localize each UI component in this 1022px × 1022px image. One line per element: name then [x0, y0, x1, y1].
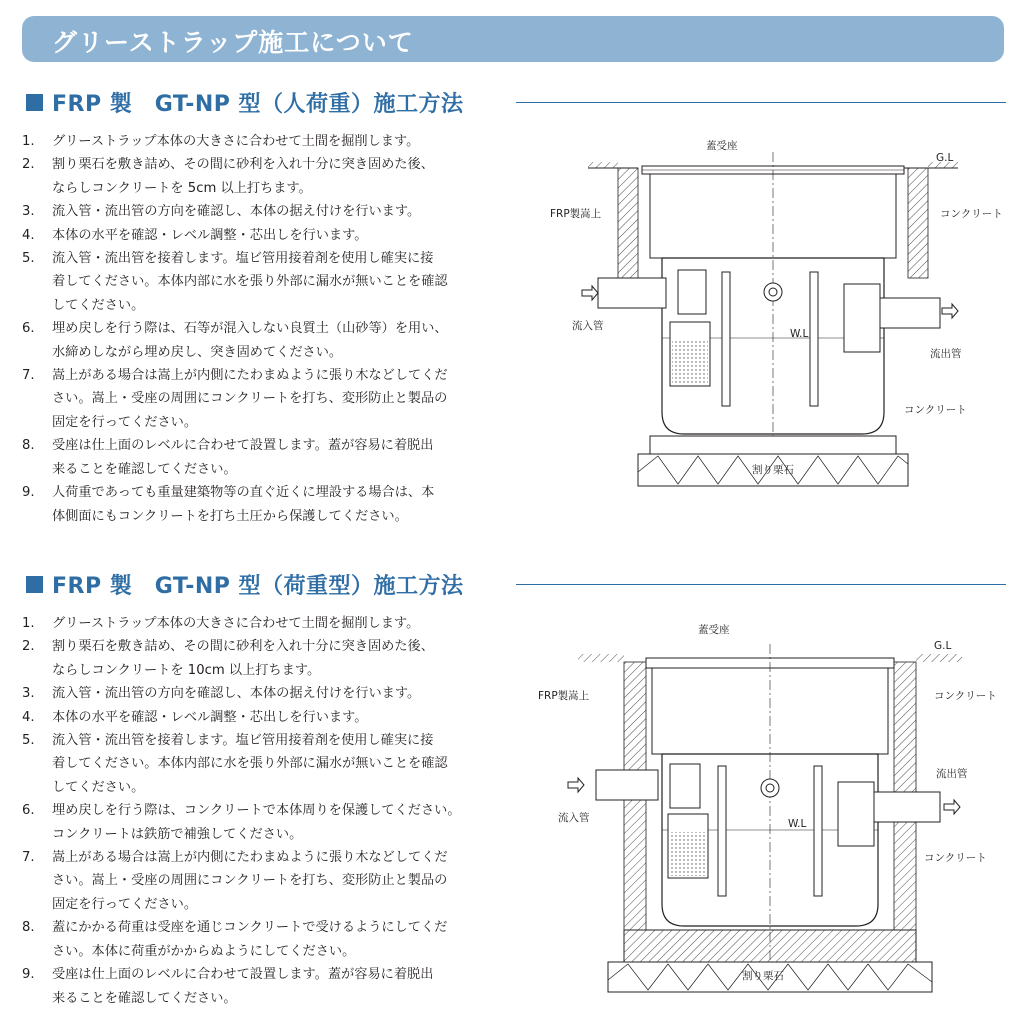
step-text: 嵩上がある場合は嵩上が内側にたわまぬように張り木などしてくだ — [52, 368, 448, 384]
step-text: 蓋にかかる荷重は受座を通じコンクリートで受けるようにしてくだ — [52, 920, 448, 936]
label-inlet: 流入管 — [572, 320, 604, 332]
step-text: 割り栗石を敷き詰め、その間に砂利を入れ十分に突き固めた後、 — [52, 639, 434, 655]
step-text: グリーストラップ本体の大きさに合わせて土間を掘削します。 — [52, 134, 420, 149]
step-number: 1. — [22, 616, 35, 631]
step-text: さい。本体に荷重がかからぬようにしてください。 — [52, 943, 356, 959]
step-text: してください。 — [52, 297, 145, 313]
step-item — [22, 317, 534, 364]
section-light-load — [0, 88, 1022, 538]
step-item — [22, 247, 534, 317]
step-text: グリーストラップ本体の大きさに合わせて土間を掘削します。 — [52, 616, 420, 631]
step-item — [22, 916, 534, 963]
step-text: 来ることを確認してください。 — [52, 461, 237, 477]
step-text: 本体の水平を確認・レベル調整・芯出しを行います。 — [52, 709, 368, 725]
step-item — [22, 963, 534, 1010]
label-concrete-side: コンクリート — [934, 690, 997, 702]
step-number: 6. — [22, 803, 35, 819]
label-gl: G.L — [936, 152, 954, 164]
step-text: 固定を行ってください。 — [52, 414, 198, 430]
step-item — [22, 130, 534, 153]
step-number: 9. — [22, 485, 35, 501]
step-number: 3. — [22, 204, 35, 220]
step-number: 7. — [22, 368, 35, 384]
step-number: 1. — [22, 134, 35, 149]
step-text: 流入管・流出管の方向を確認し、本体の据え付けを行います。 — [52, 686, 421, 702]
step-number: 5. — [22, 251, 35, 267]
step-item — [22, 224, 534, 247]
step-text: 着してください。本体内部に水を張り外部に漏水が無いことを確認 — [52, 756, 448, 772]
step-item — [22, 682, 534, 705]
label-concrete-bottom: コンクリート — [904, 404, 967, 416]
section-marker — [26, 94, 43, 111]
step-text: 嵩上がある場合は嵩上が内側にたわまぬように張り木などしてくだ — [52, 850, 448, 866]
step-item — [22, 153, 534, 200]
section-header — [26, 570, 1006, 600]
step-text: 埋め戻しを行う際は、コンクリートで本体周りを保護してください。 — [52, 803, 461, 819]
step-item — [22, 364, 534, 434]
step-item — [22, 799, 534, 846]
label-lid-seat: 蓋受座 — [706, 140, 738, 152]
step-text: 流入管・流出管を接着します。塩ビ管用接着剤を使用し確実に接 — [52, 251, 434, 267]
label-frp-riser: FRP製嵩上 — [550, 208, 602, 220]
step-text: 割り栗石を敷き詰め、その間に砂利を入れ十分に突き固めた後、 — [52, 157, 434, 173]
step-number: 8. — [22, 920, 35, 936]
step-text: 受座は仕上面のレベルに合わせて設置します。蓋が容易に着脱出 — [52, 967, 434, 983]
step-text: 水締めしながら埋め戻し、突き固めてください。 — [52, 344, 343, 360]
step-item — [22, 434, 534, 481]
step-text: さい。嵩上・受座の周囲にコンクリートを打ち、変形防止と製品の — [52, 873, 448, 889]
page-title: グリーストラップ施工について — [52, 28, 414, 57]
step-text: ならしコンクリートを 10cm 以上打ちます。 — [52, 662, 321, 678]
section-marker — [26, 576, 43, 593]
label-gl: G.L — [934, 640, 952, 652]
label-frp-riser: FRP製嵩上 — [538, 690, 590, 702]
step-number: 9. — [22, 967, 35, 983]
step-text: 流入管・流出管を接着します。塩ビ管用接着剤を使用し確実に接 — [52, 733, 434, 749]
diagram-drawing — [538, 614, 1016, 1014]
step-number: 5. — [22, 733, 35, 749]
step-number: 2. — [22, 639, 35, 655]
label-outlet: 流出管 — [930, 348, 962, 360]
step-text: 埋め戻しを行う際は、石等が混入しない良質土（山砂等）を用い、 — [52, 321, 448, 337]
step-text: さい。嵩上・受座の周囲にコンクリートを打ち、変形防止と製品の — [52, 391, 448, 407]
label-rubble: 割り栗石 — [742, 970, 784, 982]
grease-trap-diagram-light — [538, 132, 1016, 492]
label-outlet: 流出管 — [936, 768, 968, 780]
step-text: 固定を行ってください。 — [52, 896, 198, 912]
step-text: 着してください。本体内部に水を張り外部に漏水が無いことを確認 — [52, 274, 448, 290]
step-item — [22, 706, 534, 729]
page-banner — [22, 16, 1004, 62]
label-concrete-side: コンクリート — [940, 208, 1003, 220]
step-text: 来ることを確認してください。 — [52, 990, 237, 1006]
step-item — [22, 729, 534, 799]
label-rubble: 割り栗石 — [752, 464, 794, 476]
label-wl: W.L — [788, 818, 807, 830]
step-item — [22, 612, 534, 635]
step-item — [22, 846, 534, 916]
section-title: FRP 製 GT-NP 型（荷重型）施工方法 — [52, 574, 464, 599]
grease-trap-diagram-heavy — [538, 614, 1016, 1014]
section-rule — [516, 102, 1006, 103]
step-item — [22, 200, 534, 223]
step-number: 4. — [22, 709, 35, 725]
steps-list — [22, 612, 534, 1010]
step-number: 3. — [22, 686, 35, 702]
step-number: 6. — [22, 321, 35, 337]
step-text: 人荷重であっても重量建築物等の直ぐ近くに埋設する場合は、本 — [52, 485, 435, 501]
steps-list — [22, 130, 534, 528]
step-text: してください。 — [52, 779, 145, 795]
step-text: 本体の水平を確認・レベル調整・芯出しを行います。 — [52, 227, 368, 243]
section-heavy-load — [0, 570, 1022, 1020]
step-item — [22, 635, 534, 682]
diagram-drawing — [538, 132, 1016, 492]
step-text: 流入管・流出管の方向を確認し、本体の据え付けを行います。 — [52, 204, 421, 220]
section-title: FRP 製 GT-NP 型（人荷重）施工方法 — [52, 92, 464, 117]
label-lid-seat: 蓋受座 — [698, 624, 730, 636]
step-text: 受座は仕上面のレベルに合わせて設置します。蓋が容易に着脱出 — [52, 438, 434, 454]
step-text: ならしコンクリートを 5cm 以上打ちます。 — [52, 180, 312, 196]
label-wl: W.L — [790, 328, 809, 340]
step-number: 7. — [22, 850, 35, 866]
step-text: コンクリートは鉄筋で補強してください。 — [52, 826, 303, 842]
step-number: 8. — [22, 438, 35, 454]
section-header — [26, 88, 1006, 118]
step-number: 4. — [22, 227, 35, 243]
label-inlet: 流入管 — [558, 812, 590, 824]
step-item — [22, 481, 534, 528]
section-rule — [516, 584, 1006, 585]
step-number: 2. — [22, 157, 35, 173]
step-text: 体側面にもコンクリートを打ち土圧から保護してください。 — [52, 508, 408, 524]
label-concrete-bottom: コンクリート — [924, 852, 987, 864]
